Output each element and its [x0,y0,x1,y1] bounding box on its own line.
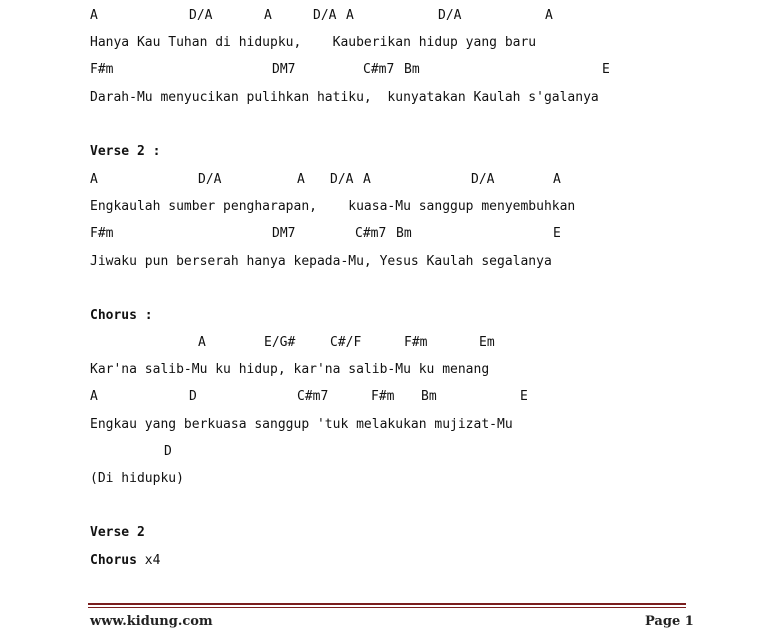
footer-divider [88,603,686,605]
section-heading-chorus: Chorus : [90,308,153,323]
chord: A [264,8,272,23]
chord: E [553,226,561,241]
footer-site-logo: www.kidung.com [90,614,213,629]
chord: A [90,8,98,23]
lyric-line: Darah-Mu menyucikan pulihkan hatiku, kunyatakan Kaulah s'galanya [90,90,599,105]
chord: Em [479,335,495,350]
section-label-chorus [90,551,160,571]
chord: C#/F [330,335,362,350]
lyric-line: (Di hidupku) [90,471,184,486]
footer-divider-thin [88,607,686,608]
chord: E [602,62,610,77]
chord: F#m [404,335,428,350]
chord: E/G# [264,335,296,350]
chord: A [346,8,354,23]
chord: C#m7 [297,389,329,404]
chord: D [164,444,172,459]
chord: D [189,389,197,404]
page-number: Page 1 [645,614,694,629]
chord: A [90,172,98,187]
lyric-line: Engkaulah sumber pengharapan, kuasa-Mu sanggup menyembuhkan [90,199,576,214]
chord: F#m [371,389,395,404]
section-label-verse-2: Verse 2 [90,525,145,540]
chord: Bm [404,62,420,77]
lyric-line: Kar'na salib-Mu ku hidup, kar'na salib-Mu ku menang [90,362,490,377]
chord: C#m7 [355,226,387,241]
chord: A [297,172,305,187]
chord: D/A [189,8,213,23]
chord: D/A [471,172,495,187]
chord: A [545,8,553,23]
lyric-line: Hanya Kau Tuhan di hidupku, Kauberikan hidup yang baru [90,35,537,50]
chord: E [520,389,528,404]
chord: F#m [90,62,114,77]
lyric-line: Engkau yang berkuasa sanggup 'tuk melakukan mujizat-Mu [90,417,513,432]
chord: Bm [421,389,437,404]
chorus-repeat: x4 [144,553,161,568]
chord: C#m7 [363,62,395,77]
chord: Bm [396,226,412,241]
section-heading-verse-2: Verse 2 : [90,144,161,159]
chord: A [198,335,206,350]
lyric-line: Jiwaku pun berserah hanya kepada-Mu, Yesus Kaulah segalanya [90,254,552,269]
chord: D/A [313,8,337,23]
chord: A [90,389,98,404]
chord: D/A [330,172,354,187]
chord: DM7 [272,226,296,241]
chord: DM7 [272,62,296,77]
chord: A [553,172,561,187]
chord: D/A [198,172,222,187]
chord: A [363,172,371,187]
chord: F#m [90,226,114,241]
chorus-label: Chorus [90,553,137,568]
chord: D/A [438,8,462,23]
